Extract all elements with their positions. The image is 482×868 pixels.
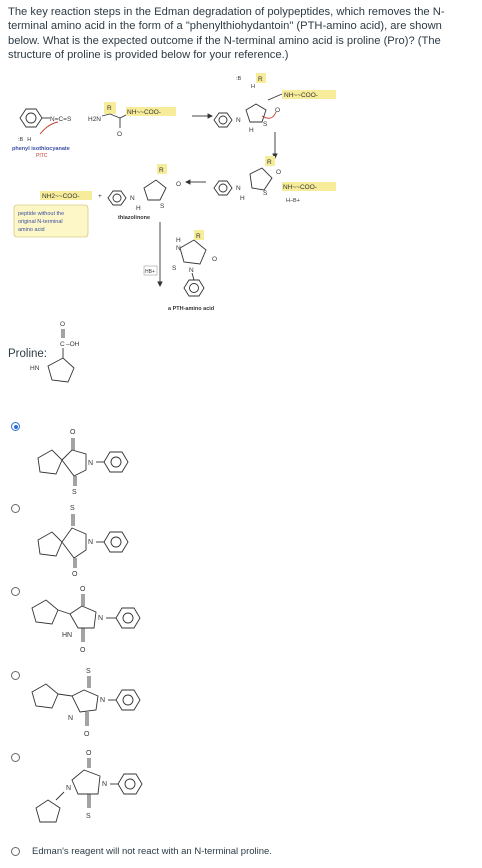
pitc-ncs-text: N=C=S xyxy=(50,116,72,123)
svg-text:S: S xyxy=(86,668,91,675)
svg-text:R: R xyxy=(107,105,112,112)
svg-text:HN: HN xyxy=(30,365,40,372)
svg-text:N: N xyxy=(102,781,108,788)
svg-text:O: O xyxy=(117,131,123,138)
pitc-abbr: PITC xyxy=(36,153,48,159)
svg-text:O: O xyxy=(84,731,90,738)
pth-amino-acid-structure xyxy=(172,230,217,296)
svg-text:NH~~COO-: NH~~COO- xyxy=(127,109,161,116)
svg-text:H: H xyxy=(176,237,181,244)
svg-text:O: O xyxy=(70,429,76,436)
svg-text:O: O xyxy=(212,256,218,263)
svg-text:N: N xyxy=(176,245,181,252)
svg-text:S: S xyxy=(172,265,177,272)
svg-text:H: H xyxy=(136,205,141,212)
svg-text:NH~~COO-: NH~~COO- xyxy=(284,92,318,99)
option-4-radio[interactable] xyxy=(11,671,20,680)
svg-text:R: R xyxy=(196,233,201,240)
svg-text:O: O xyxy=(80,647,86,654)
peptide-structure xyxy=(88,102,176,138)
svg-text:N: N xyxy=(236,117,241,124)
edman-scheme xyxy=(0,70,482,400)
svg-text:N: N xyxy=(66,785,72,792)
svg-text:O: O xyxy=(275,107,281,114)
svg-text:H–B+: H–B+ xyxy=(286,198,300,204)
option-2-radio[interactable] xyxy=(11,504,20,513)
svg-text:R: R xyxy=(267,159,272,166)
svg-text:H: H xyxy=(240,195,245,202)
svg-text:S: S xyxy=(263,190,268,197)
svg-text:R: R xyxy=(258,76,263,83)
svg-text:C: C xyxy=(60,341,65,348)
option-6-text[interactable]: Edman's reagent will not react with an N-terminal proline. xyxy=(32,846,272,857)
intermediate-1 xyxy=(214,73,336,134)
option-3-structure[interactable] xyxy=(26,582,196,662)
svg-text:O: O xyxy=(176,181,182,188)
svg-text:S: S xyxy=(70,505,75,512)
option-6-radio[interactable] xyxy=(11,847,20,856)
pitc-label: phenyl isothiocyanate xyxy=(12,146,70,152)
svg-text:N: N xyxy=(68,715,74,722)
option-2-structure[interactable] xyxy=(30,500,190,580)
svg-text:NH~~COO-: NH~~COO- xyxy=(283,184,317,191)
thiazolinone-label: thiazolinone xyxy=(118,215,151,221)
svg-text:H: H xyxy=(249,127,254,134)
svg-text:R: R xyxy=(159,167,164,174)
plus-sign: + xyxy=(98,193,102,200)
svg-text:NH2~~COO-: NH2~~COO- xyxy=(42,193,80,200)
thiazolinone-structure xyxy=(108,164,181,212)
svg-text:S: S xyxy=(86,813,91,820)
svg-text::B: :B xyxy=(236,76,242,82)
svg-text:N: N xyxy=(236,185,241,192)
option-1-structure[interactable] xyxy=(30,420,190,496)
svg-text:S: S xyxy=(160,203,165,210)
svg-text:peptide without the: peptide without the xyxy=(18,211,65,217)
svg-text:H2N: H2N xyxy=(88,116,102,123)
svg-text:O: O xyxy=(60,321,66,328)
svg-text:S: S xyxy=(72,489,77,496)
svg-text:N: N xyxy=(130,195,135,202)
svg-text:N: N xyxy=(98,615,104,622)
svg-text:–OH: –OH xyxy=(66,341,80,348)
intermediate-2 xyxy=(214,156,336,204)
option-4-structure[interactable] xyxy=(26,664,196,744)
svg-text:O: O xyxy=(276,169,282,176)
peptide-product xyxy=(14,191,92,237)
svg-text:original N-terminal: original N-terminal xyxy=(18,219,63,225)
option-5-structure[interactable] xyxy=(26,746,196,836)
pitc-base-text: :B H xyxy=(18,137,32,143)
svg-text:N: N xyxy=(189,267,194,274)
svg-text:HN: HN xyxy=(62,632,73,639)
svg-text:N: N xyxy=(88,539,94,546)
question-text: The key reaction steps in the Edman degradation of polypeptides, which removes the N-terminal amino acid in the form of a "phenylthiohydantoin" (PTH-amino acid), are shown below. What is the expected outcome if the N-terminal amino acid is proline (Pro)? (The structure of proline is provided below for your reference.) xyxy=(8,6,445,62)
option-1-radio[interactable] xyxy=(11,422,20,431)
svg-text:HB+: HB+ xyxy=(145,269,155,275)
proline-label: Proline: xyxy=(8,348,47,360)
option-3-radio[interactable] xyxy=(11,587,20,596)
svg-text:amino acid: amino acid xyxy=(18,227,45,233)
svg-text:O: O xyxy=(86,750,92,757)
option-5-radio[interactable] xyxy=(11,753,20,762)
svg-text:S: S xyxy=(263,121,268,128)
svg-text:N: N xyxy=(100,697,106,704)
pth-label: a PTH-amino acid xyxy=(168,306,215,312)
svg-text:H: H xyxy=(251,84,255,90)
svg-text:O: O xyxy=(72,571,78,578)
svg-text:N: N xyxy=(88,460,94,467)
svg-text:O: O xyxy=(80,586,86,593)
pitc-structure xyxy=(18,109,72,143)
